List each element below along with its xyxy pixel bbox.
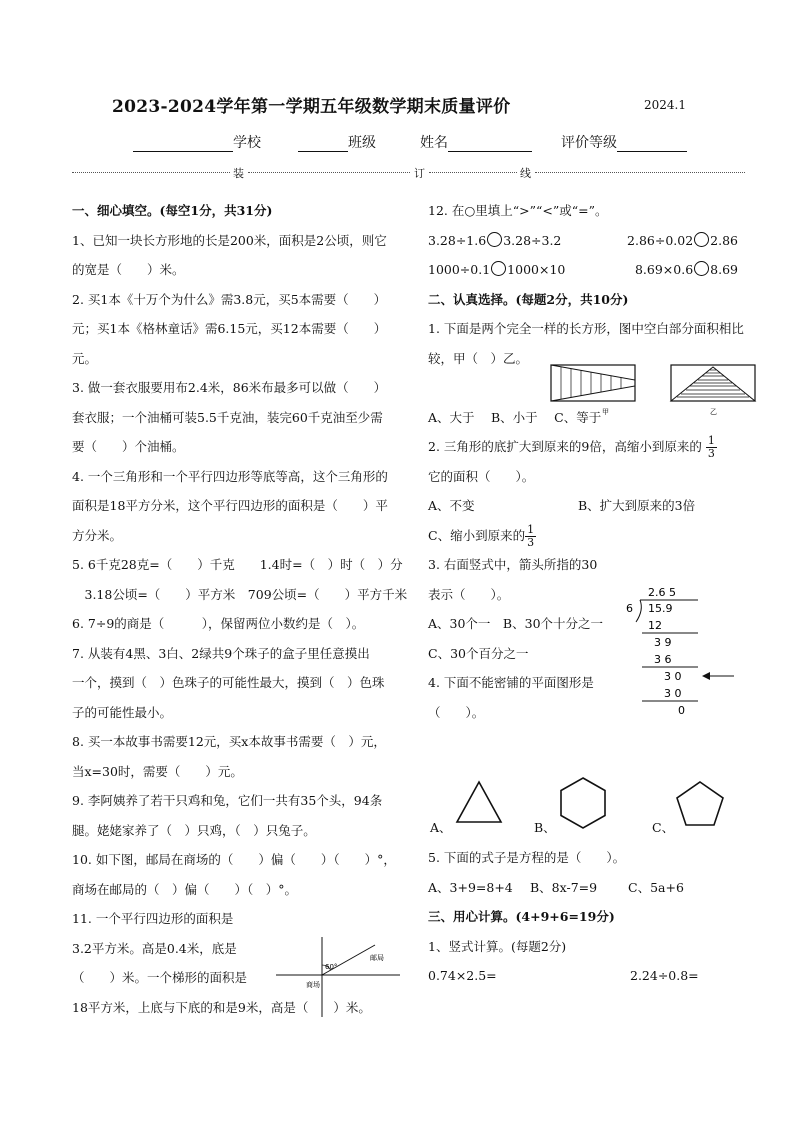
question-line: 12. 在○里填上“>”“<”或“=”。 [428,203,608,218]
question-line: 3.2平方米。高是0.4米，底是 [72,940,237,956]
grade-label: 评价等级 [561,135,617,151]
school-blank[interactable] [133,137,233,152]
compare-circle[interactable] [491,261,506,276]
school-field[interactable] [133,132,261,152]
compare-circle[interactable] [694,232,709,247]
class-field[interactable] [298,132,376,152]
question-line: 10. 如下图，邮局在商场的（ ）偏（ ）（ ）°， [72,852,396,867]
question-line: 3.18公顷=（ ）平方米 709公顷=（ ）平方千米 [72,586,408,602]
question-line: 1. 下面是两个完全一样的长方形，图中空白部分面积相比 [428,321,744,336]
section-1-title: 一、细心填空。(每空1分，共31分) [72,203,273,218]
question-line: 较，甲（ ）乙。 [428,350,529,366]
question-line: 套衣服；一个油桶可装5.5千克油，装完60千克油至少需 [72,409,383,425]
question-line: 2. 买1本《十万个为什么》需3.8元，买5本需要（ ） [72,291,387,307]
left-column [72,196,417,1022]
label-jia: 甲 [602,408,609,416]
binding-char: 订 [414,167,425,180]
section-3-title: 三、用心计算。(4+9+6=19分) [428,909,615,924]
question-line: 5. 下面的式子是方程的是（ ）。 [428,850,626,865]
name-field[interactable] [420,132,532,152]
question-line: 1、竖式计算。(每题2分) [428,938,567,954]
compare-row: 3.28÷1.6 3.28÷3.2 2.86÷0.02 2.86 [428,232,738,248]
hexagon-shape [558,776,608,830]
calc-line: 0.74×2.5= 2.24÷0.8= [428,968,699,983]
compare-circle[interactable] [694,261,709,276]
question-line: 子的可能性最小。 [72,704,173,720]
question-line: 它的面积（ ）。 [428,468,535,484]
question-line: 表示（ ）。 [428,586,510,602]
page-title: 2023-2024学年第一学期五年级数学期末质量评价 [112,97,511,117]
question-line: 8. 买一本故事书需要12元，买x本故事书需要（ ）元， [72,734,386,749]
question-line: 一个，摸到（ ）色珠子的可能性最大，摸到（ ）色珠 [72,675,385,690]
question-line: 4. 一个三角形和一个平行四边形等底等高，这个三角形的 [72,468,388,484]
options-line: A、30个一 B、30个十分之一 [428,616,604,631]
div-step: 3 0 [664,687,682,700]
binding-line [248,172,410,173]
question-line: 5. 6千克28克=（ ）千克 1.4时=（ ）时（ ）分 [72,557,403,572]
div-step: 3 6 [654,653,672,666]
opt-c-label: C、 [652,820,675,835]
question-line: 2. 三角形的底扩大到原来的9倍，高缩小到原来的 $\frac{1}{3}$ [428,434,715,460]
div-divisor: 6 [626,602,633,615]
question-line: 方分米。 [72,527,123,543]
binding-line [535,172,745,173]
div-step: 0 [678,704,685,717]
right-lower [428,843,758,991]
question-line: 11. 一个平行四边形的面积是 [72,911,234,926]
compare-row: 1000÷0.1 1000×10 8.69×0.6 8.69 [428,262,738,277]
binding-char: 装 [233,167,244,180]
section-2-title: 二、认真选择。(每题2分，共10分) [428,291,629,307]
question-line: 商场在邮局的（ ）偏（ ）（ ）°。 [72,881,298,897]
div-step: 12 [648,619,662,632]
label-yi: 乙 [710,408,717,416]
options-line: A、3+9=8+4 B、8x-7=9 C、5a+6 [428,879,684,895]
compare-circle[interactable] [487,232,502,247]
long-division-figure [618,584,738,718]
question-line: 18平方米，上底与下底的和是9米，高是（ ）米。 [72,999,371,1015]
name-label: 姓名 [420,135,448,151]
question-line: 当x=30时，需要（ ）元。 [72,763,243,779]
direction-figure [272,935,402,1020]
question-line: 3. 做一套衣服要用布2.4米，86米布最多可以做（ ） [72,380,387,395]
class-blank[interactable] [298,137,348,152]
fraction: $\frac{1}{3}$ [707,434,715,460]
grade-blank[interactable] [617,137,687,152]
options-line: C、缩小到原来的 $\frac{1}{3}$ [428,522,535,549]
question-line: （ ）。 [428,704,485,720]
angle-label: 60° [325,963,338,971]
div-dividend: 15.9 [648,602,673,615]
question-line: 的宽是（ ）米。 [72,262,185,277]
question-line: 元。 [72,350,98,366]
options-line: A、不变 B、扩大到原来的3倍 [428,498,696,513]
arrow-head [702,672,710,680]
question-line: 要（ ）个油桶。 [72,439,185,454]
opt-b-label: B、 [534,820,556,835]
question-line: （ ）米。一个梯形的面积是 [72,970,248,985]
question-line: 7. 从装有4黑、3白、2绿共9个珠子的盒子里任意摸出 [72,645,370,661]
rectangle-jia [551,365,635,401]
div-step: 3 9 [654,636,672,649]
question-line: 4. 下面不能密铺的平面图形是 [428,675,594,690]
mall-label: 商场 [306,981,320,989]
question-line: 9. 李阿姨养了若干只鸡和兔，它们一共有35个头，94条 [72,793,383,808]
question-line: 1、已知一块长方形地的长是200米，面积是2公顷，则它 [72,232,387,248]
name-blank[interactable] [448,137,532,152]
binding-line [429,172,517,173]
rectangle-yi [671,365,755,401]
options-line: C、30个百分之一 [428,645,529,661]
question-line: 面积是18平方分米，这个平行四边形的面积是（ ）平 [72,498,388,513]
div-step: 3 0 [664,670,682,683]
grade-field[interactable] [561,132,687,152]
school-label: 学校 [233,135,261,151]
triangle-shape [455,780,503,824]
div-quotient: 2.6 5 [648,586,676,599]
question-line: 3. 右面竖式中，箭头所指的30 [428,557,598,572]
binding-line [72,172,230,173]
exam-date: 2024.1 [644,98,686,112]
rectangles-figure [550,364,760,416]
question-line: 6. 7÷9的商是（ ），保留两位小数约是（ ）。 [72,616,365,631]
question-line: 腿。姥姥家养了（ ）只鸡，（ ）只兔子。 [72,822,316,838]
post-office-label: 邮局 [370,954,384,962]
class-label: 班级 [348,135,376,151]
binding-char: 线 [520,167,531,180]
options-line: A、大于 B、小于 C、等于 [428,409,602,425]
opt-a-label: A、 [430,820,452,835]
fraction: $\frac{1}{3}$ [527,522,535,549]
pentagon-shape [674,780,726,828]
question-line: 元；买1本《格林童话》需6.15元，买12本需要（ ） [72,321,387,336]
